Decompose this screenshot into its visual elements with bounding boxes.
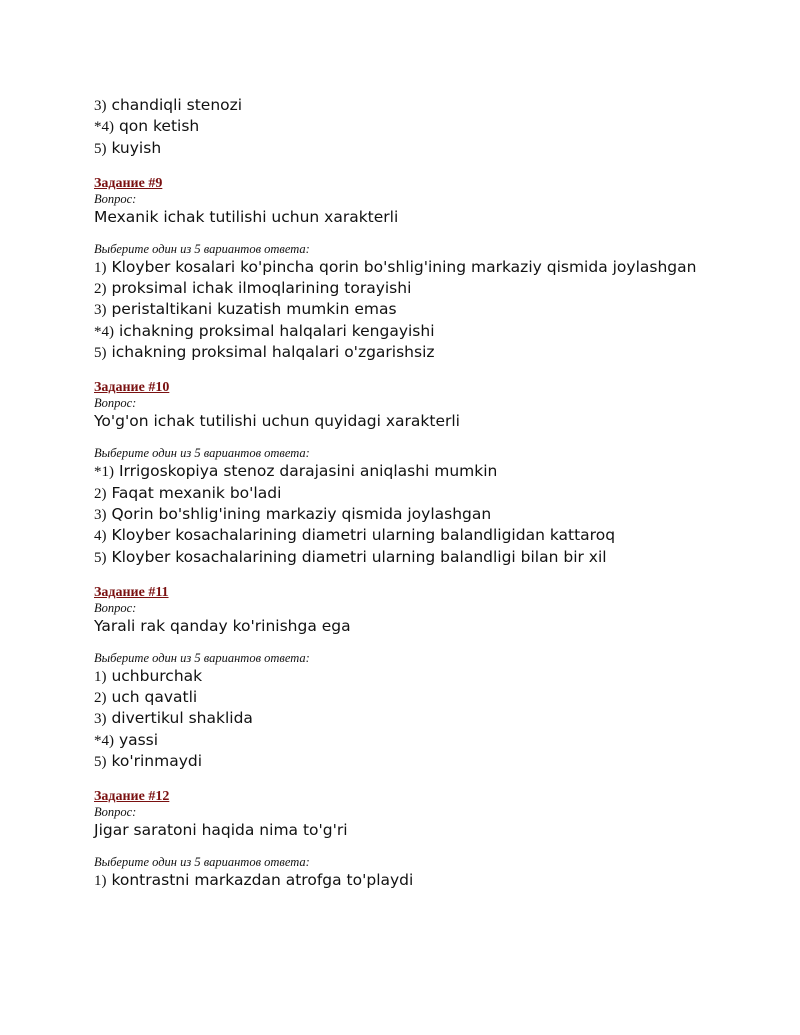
option-text: ichakning proksimal halqalari kengayishi — [118, 321, 435, 340]
option-number: 5) — [94, 345, 107, 362]
option-text: Faqat mexanik bo'ladi — [111, 483, 282, 502]
option-number: 5) — [94, 140, 107, 157]
option-number: 3) — [94, 506, 107, 523]
option-number: 3) — [94, 711, 107, 728]
option-text: Irrigoskopiya stenoz darajasini aniqlashi mumkin — [118, 462, 498, 481]
option-text: ichakning proksimal halqalari o'zgarishsiz — [111, 343, 435, 362]
option-number: 3) — [94, 302, 107, 319]
task-11 — [94, 584, 774, 772]
question-text: Mexanik ichak tutilishi uchun xarakterli — [94, 207, 399, 226]
option-text: kuyish — [111, 138, 162, 157]
option-number: *4) — [94, 323, 114, 340]
answer-option — [94, 666, 774, 687]
answer-option — [94, 138, 774, 159]
task-title: Задание #11 — [94, 584, 169, 600]
answers-label: Выберите один из 5 вариантов ответа: — [94, 446, 310, 461]
answer-option — [94, 751, 774, 772]
option-number: 5) — [94, 754, 107, 771]
question-text: Yo'g'on ichak tutilishi uchun quyidagi xarakterli — [94, 412, 460, 431]
option-text: chandiqli stenozi — [111, 96, 243, 114]
question-label: Вопрос: — [94, 396, 137, 411]
answer-option — [94, 321, 774, 342]
option-number: 5) — [94, 549, 107, 566]
option-text: divertikul shaklida — [111, 709, 253, 728]
answers-label: Выберите один из 5 вариантов ответа: — [94, 241, 310, 256]
task-title: Задание #10 — [94, 380, 170, 396]
option-text: ko'rinmaydi — [111, 752, 203, 771]
task-10 — [94, 379, 774, 567]
option-text: uchburchak — [111, 666, 203, 685]
option-number: 2) — [94, 281, 107, 298]
option-number: *4) — [94, 119, 114, 136]
task-title: Задание #12 — [94, 789, 170, 805]
answer-option — [94, 870, 774, 891]
option-number: 1) — [94, 259, 107, 276]
answer-option — [94, 708, 774, 729]
option-text: Qorin bo'shlig'ining markaziy qismida joylashgan — [111, 504, 492, 523]
question-label: Вопрос: — [94, 191, 137, 206]
leading-options — [94, 95, 774, 159]
answer-option — [94, 342, 774, 363]
option-number: 2) — [94, 485, 107, 502]
option-number: 2) — [94, 690, 107, 707]
option-text: Kloyber kosachalarining diametri ularning balandligi bilan bir xil — [111, 547, 607, 566]
option-text: qon ketish — [118, 117, 200, 136]
answer-option — [94, 525, 774, 546]
option-text: kontrastni markazdan atrofga to'playdi — [111, 871, 414, 890]
answers-label: Выберите один из 5 вариантов ответа: — [94, 855, 310, 870]
answer-option — [94, 730, 774, 751]
option-text: proksimal ichak ilmoqlarining torayishi — [111, 279, 412, 298]
answer-option — [94, 95, 774, 116]
answer-option — [94, 257, 774, 278]
task-9 — [94, 175, 774, 363]
answer-option — [94, 547, 774, 568]
option-number: 3) — [94, 98, 107, 114]
question-text: Jigar saratoni haqida nima to'g'ri — [94, 821, 348, 840]
option-number: 4) — [94, 528, 107, 545]
answer-option — [94, 461, 774, 482]
option-number: 1) — [94, 873, 107, 890]
option-text: peristaltikani kuzatish mumkin emas — [111, 300, 397, 319]
answers-label: Выберите один из 5 вариантов ответа: — [94, 650, 310, 665]
option-text: uch qavatli — [111, 688, 198, 707]
option-number: *4) — [94, 732, 114, 749]
answer-option — [94, 504, 774, 525]
question-text: Yarali rak qanday ko'rinishga ega — [94, 616, 351, 635]
option-text: yassi — [118, 730, 159, 749]
option-number: *1) — [94, 464, 114, 481]
answer-option — [94, 483, 774, 504]
option-text: Kloyber kosachalarining diametri ularning balandligidan kattaroq — [111, 526, 616, 545]
option-number: 1) — [94, 668, 107, 685]
document-page — [94, 95, 774, 892]
answer-option — [94, 116, 774, 137]
answer-option — [94, 278, 774, 299]
option-text: Kloyber kosalari ko'pincha qorin bo'shlig'ining markaziy qismida joylashgan — [111, 257, 697, 276]
answer-option — [94, 299, 774, 320]
answer-option — [94, 687, 774, 708]
task-12 — [94, 788, 774, 891]
question-label: Вопрос: — [94, 600, 137, 615]
question-label: Вопрос: — [94, 805, 137, 820]
task-title: Задание #9 — [94, 175, 163, 191]
